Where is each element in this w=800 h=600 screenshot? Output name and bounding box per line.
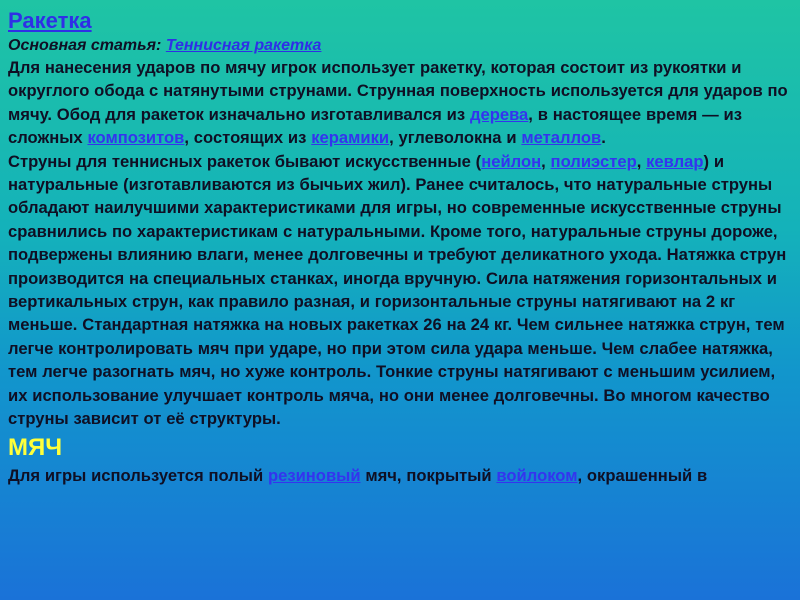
racket-paragraph-2: [8, 150, 794, 431]
link-felt[interactable]: войлоком: [496, 465, 578, 485]
link-composites[interactable]: композитов: [87, 128, 185, 148]
link-polyester[interactable]: полиэстер: [550, 151, 637, 171]
ball-paragraph-1: [8, 465, 794, 487]
text-span: , окрашенный в: [577, 465, 708, 485]
text-span: Для нанесения ударов по мячу игрок использует ракетку, которая состоит из рукоятки и округлого обода с натянутыми струнами. Струнная поверхность используется для ударов по мячу. Обод для ракеток изначально изготавливался из: [8, 58, 788, 124]
text-span: .: [601, 128, 606, 148]
text-span: Струны для теннисных ракеток бывают искусственные (: [8, 151, 482, 171]
text-span: , углеволокна и: [389, 128, 522, 148]
link-wood[interactable]: дерева: [469, 104, 529, 124]
link-nylon[interactable]: нейлон: [481, 151, 542, 171]
text-span: Для игры используется полый: [8, 465, 268, 485]
racket-heading: Ракетка: [8, 8, 92, 33]
text-span: , состоящих из: [184, 128, 312, 148]
link-ceramics[interactable]: керамики: [311, 128, 390, 148]
main-article-link[interactable]: Теннисная ракетка: [165, 37, 322, 54]
ball-heading: МЯЧ: [8, 433, 63, 461]
text-span: ,: [541, 151, 551, 171]
text-span: , в настоящее время — из сложных: [8, 104, 742, 148]
text-span: ,: [636, 151, 647, 171]
slide-content: [8, 6, 794, 487]
link-kevlar[interactable]: кевлар: [646, 151, 704, 171]
main-article-line: [8, 36, 794, 56]
link-metals[interactable]: металлов: [521, 128, 602, 148]
racket-paragraph-1: [8, 56, 794, 150]
text-span: мяч, покрытый: [360, 465, 497, 485]
main-article-prefix: Основная статья:: [8, 37, 166, 54]
link-rubber[interactable]: резиновый: [267, 465, 361, 485]
text-span: ) и натуральные (изготавливаются из бычьих жил). Ранее считалось, что натуральные струны обладают наилучшими характеристиками для игры, но современные искусственные струны сравнились по характеристикам с натуральными. Кроме того, натуральные струны дороже, подвержены влиянию влаги, менее долговечны и требуют деликатного ухода. Натяжка струн производится на специальных станках, иногда вручную. Сила натяжения горизонтальных и вертикальных струн, как правило разная, и горизонтальные струны натягивают на 2 кг меньше. Стандартная натяжка на новых ракетках 26 на 24 кг. Чем сильнее натяжка струн, тем легче контролировать мяч при ударе, но при этом сила удара меньше. Чем слабее натяжка, тем легче разогнать мяч, но хуже контроль. Тонкие струны натягивают с меньшим усилием, их использование улучшает контроль мяча, но они менее долговечны. Во многом качество струны зависит от её структуры.: [8, 151, 787, 429]
